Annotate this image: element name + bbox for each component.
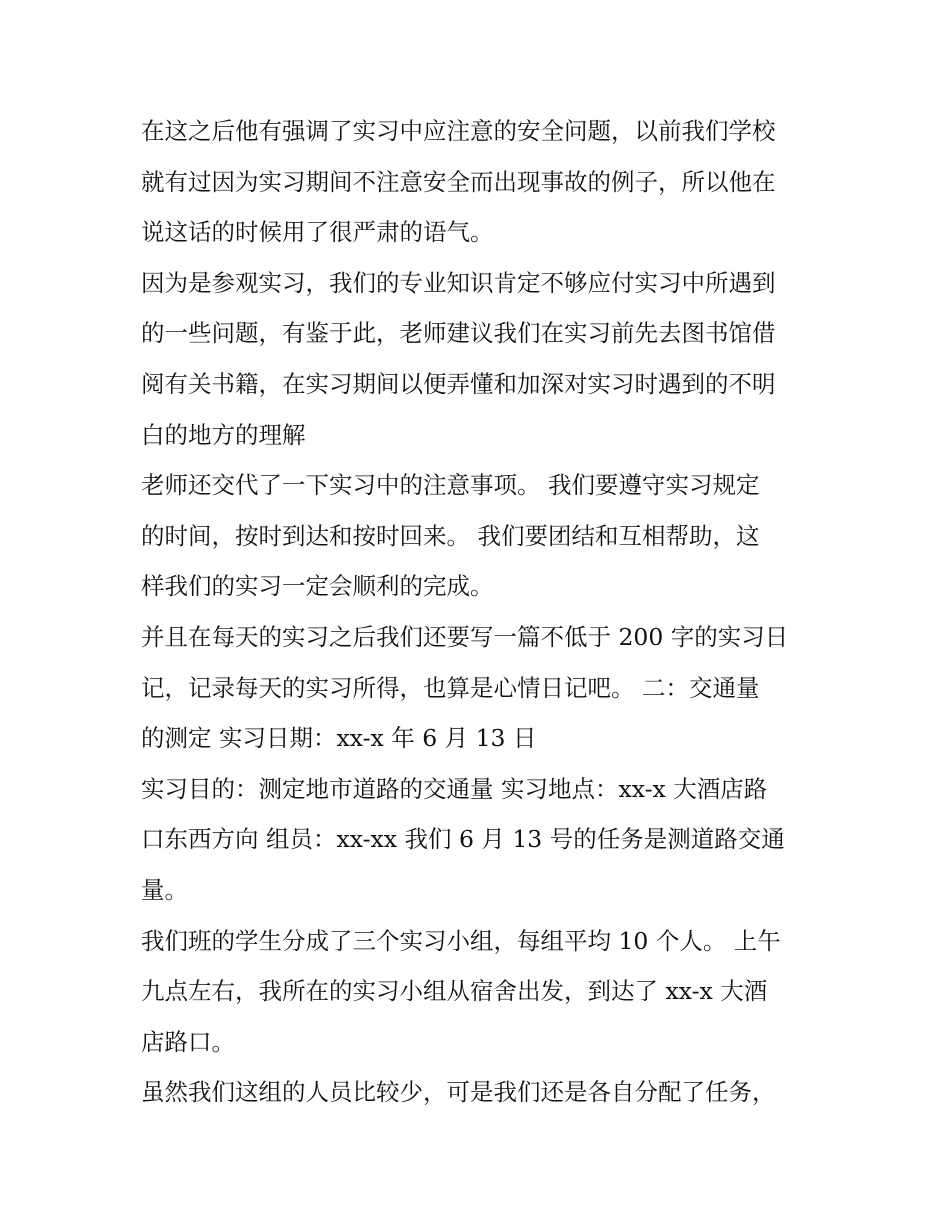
text-line: 的一些问题，有鉴于此，老师建议我们在实习前先去图书馆借 xyxy=(141,319,776,348)
text-line: 记，记录每天的实习所得，也算是心情日记吧。 二：交通量 xyxy=(141,673,760,702)
text-line: 就有过因为实习期间不注意安全而出现事故的例子，所以他在 xyxy=(141,167,776,196)
text-line: 老师还交代了一下实习中的注意事项。 我们要遵守实习规定 xyxy=(141,471,760,500)
text-line: 实习目的：测定地市道路的交通量 实习地点：xx-x 大酒店路 xyxy=(141,774,768,803)
text-line: 阅有关书籍，在实习期间以便弄懂和加深对实习时遇到的不明 xyxy=(141,369,776,398)
text-line: 白的地方的理解 xyxy=(141,420,306,449)
text-line: 量。 xyxy=(141,875,188,904)
text-line: 口东西方向 组员：xx-xx 我们 6 月 13 号的任务是测道路交通 xyxy=(141,825,785,854)
text-line: 因为是参观实习，我们的专业知识肯定不够应付实习中所遇到 xyxy=(141,268,776,297)
text-line: 我们班的学生分成了三个实习小组，每组平均 10 个人。 上午 xyxy=(141,926,781,955)
text-line: 样我们的实习一定会顺利的完成。 xyxy=(141,572,494,601)
document-body xyxy=(141,106,821,1118)
text-line: 九点左右，我所在的实习小组从宿舍出发，到达了 xx-x 大酒 xyxy=(141,977,768,1006)
text-line: 说这话的时候用了很严肃的语气。 xyxy=(141,218,494,247)
text-line: 的时间，按时到达和按时回来。 我们要团结和互相帮助，这 xyxy=(141,521,760,550)
text-line: 在这之后他有强调了实习中应注意的安全问题，以前我们学校 xyxy=(141,117,776,145)
text-line: 虽然我们这组的人员比较少，可是我们还是各自分配了任务， xyxy=(141,1078,776,1107)
text-line: 并且在每天的实习之后我们还要写一篇不低于 200 字的实习日 xyxy=(141,622,789,651)
text-line: 店路口。 xyxy=(141,1027,235,1056)
text-line: 的测定 实习日期：xx-x 年 6 月 13 日 xyxy=(141,724,537,753)
